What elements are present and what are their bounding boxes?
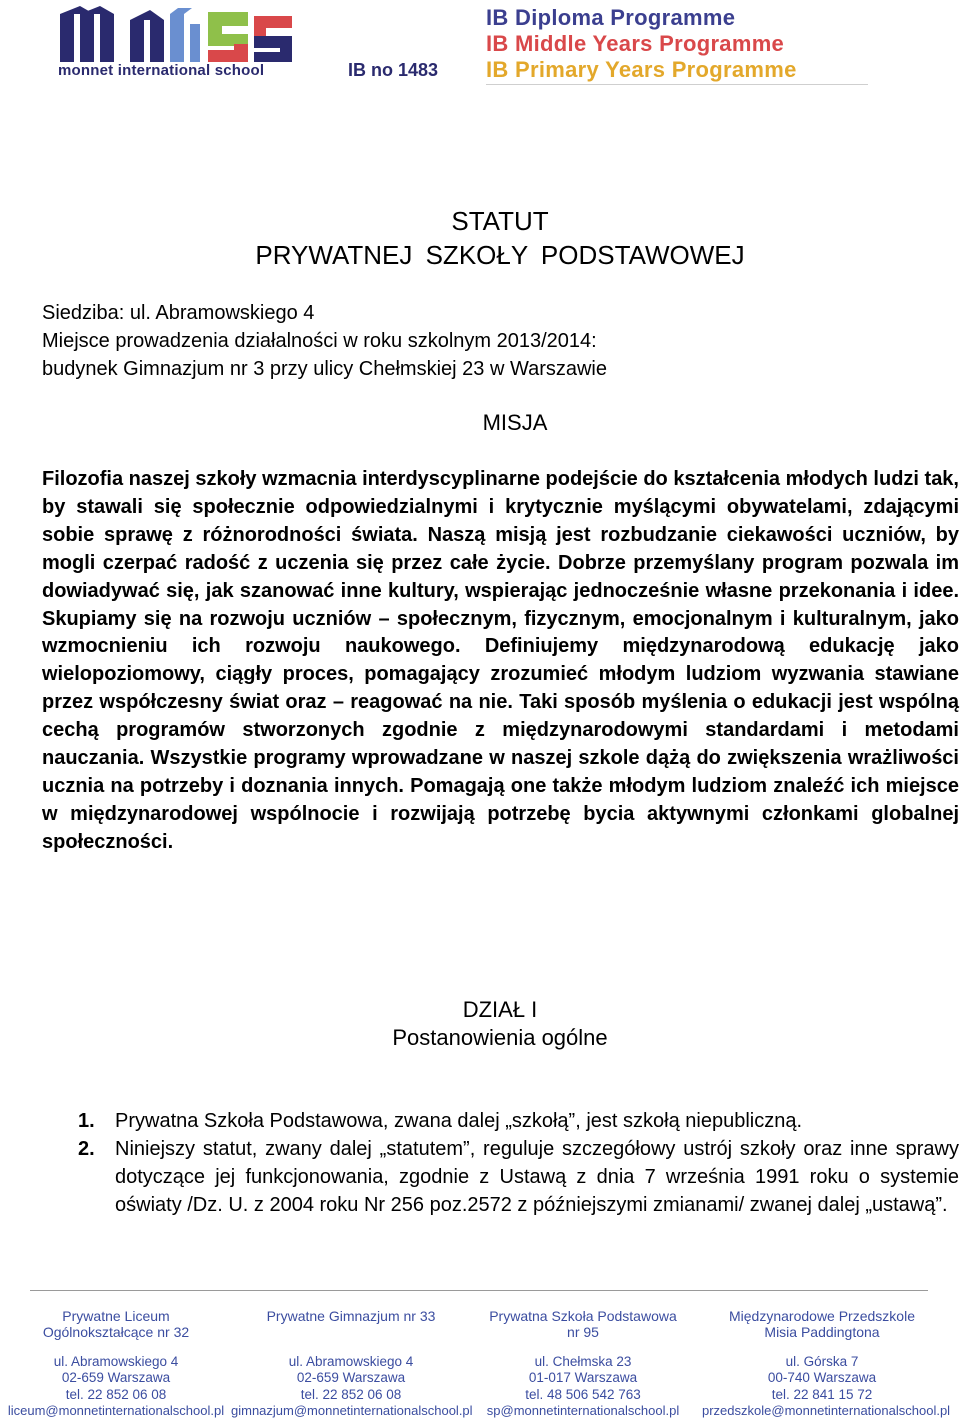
footer-school-name-2: nr 95 (567, 1324, 599, 1340)
provision-item (78, 1108, 959, 1136)
footer-street: ul. Górska 7 (785, 1354, 859, 1369)
page-header (0, 0, 960, 100)
footer-city: 02-659 Warszawa (296, 1370, 406, 1386)
footer-city: 00-740 Warszawa (767, 1370, 877, 1386)
section-heading (0, 996, 960, 1052)
provision-number: 1. (78, 1110, 95, 1132)
footer-column-przedszkole (702, 1308, 951, 1419)
provision-number: 2. (78, 1137, 95, 1160)
monnet-logo-icon (58, 6, 308, 64)
footer-street: ul. Abramowskiego 4 (53, 1354, 179, 1369)
footer-school-name: Prywatne Liceum (62, 1308, 170, 1324)
school-name: monnet international school (58, 62, 265, 79)
address-line-building: budynek Gimnazjum nr 3 przy ulicy Chełmskiej 23 w Warszawie (42, 358, 607, 380)
address-block (42, 299, 607, 383)
ib-number: IB no 1483 (348, 60, 439, 80)
section-provisions-list (78, 1108, 959, 1220)
footer-phone: tel. 22 841 15 72 (771, 1386, 873, 1402)
footer-column-liceum (0, 1308, 236, 1419)
footer-column-szkola-podstawowa (463, 1308, 703, 1419)
footer-city: 02-659 Warszawa (61, 1370, 171, 1386)
address-line-place: Miejsce prowadzenia działalności w roku szkolnym 2013/2014: (42, 330, 597, 352)
provision-item (78, 1136, 959, 1220)
title-line-1: STATUT (451, 206, 549, 236)
footer-street: ul. Abramowskiego 4 (288, 1354, 414, 1369)
footer-column-gimnazjum (231, 1308, 471, 1419)
footer-email-link[interactable]: przedszkole@monnetinternationalschool.pl (702, 1402, 951, 1418)
mission-heading: MISJA (482, 410, 548, 435)
footer-email-link[interactable]: gimnazjum@monnetinternationalschool.pl (231, 1402, 473, 1418)
document-title (0, 204, 960, 272)
footer-school-name: Prywatne Gimnazjum nr 33 (266, 1308, 436, 1324)
footer-phone: tel. 22 852 06 08 (65, 1386, 167, 1402)
footer-email-link[interactable]: liceum@monnetinternationalschool.pl (7, 1402, 225, 1418)
address-line-seat: Siedziba: ul. Abramowskiego 4 (42, 302, 315, 324)
provision-text: Niniejszy statut, zwany dalej „statutem”, reguluje szczegółowy ustrój szkoły oraz inne sprawy dotyczące jej funkcjonowania, zgodnie z Ustawą z dnia 7 września 1991 roku o systemie oświaty /Dz. U. z 2004 roku Nr 256 poz.2572 z późniejszymi zmianami/ zwanej dalej „ustawą”. (115, 1137, 959, 1216)
footer-school-name-2: Ogólnokształcące nr 32 (42, 1324, 190, 1340)
ib-middle-years-programme: IB Middle Years Programme (486, 31, 785, 56)
header-divider (486, 84, 868, 85)
ib-programmes (486, 5, 797, 83)
footer-city: 01-017 Warszawa (528, 1370, 638, 1386)
footer-email-link[interactable]: sp@monnetinternationalschool.pl (486, 1402, 680, 1418)
title-line-2: PRYWATNEJ SZKOŁY PODSTAWOWEJ (255, 240, 745, 270)
provision-text: Prywatna Szkoła Podstawowa, zwana dalej „szkołą”, jest szkołą niepubliczną. (115, 1110, 803, 1132)
mission-text: Filozofia naszej szkoły wzmacnia interdyscyplinarne podejście do kształcenia młodych ludzi tak, by stawali się społecznie odpowiedzialnymi i krytycznie myślącymi obywatelami, zdającymi sobie sprawę z różnorodności świata. Naszą misją jest rozbudzanie ciekawości uczniów, by mogli czerpać radość z uczenia się przez całe życie. Dobrze przemyślany program pozwala im dowiadywać się, jak szanować inne kultury, wspierając jednocześnie własne przekonania i idee. Skupiamy się na rozwoju uczniów – społecznym, fizycznym, emocjonalnym i kulturalnym, jako wzmocnieniu ich rozwoju naukowego. Definiujemy międzynarodową edukację jako wielopoziomowy, ciągły proces, pomagający zrozumieć młodym ludziom wyzwania stawiane przez współczesny świat oraz – reagować na nie. Taki sposób myślenia o edukacji jest wspólną cechą programów stworzonych zgodnie z międzynarodowymi standardami i metodami nauczania. Wszystkie programy wprowadzane w naszej szkole dążą do zwiększenia wrażliwości ucznia na potrzeby i doznania innych. Pomagają one także młodym ludziom znaleźć ich miejsce w międzynarodowej wspólnocie i rozwijają potrzebę bycia aktywnymi członkami globalnej społeczności. (42, 468, 959, 853)
ib-primary-years-programme: IB Primary Years Programme (486, 57, 797, 82)
footer-phone: tel. 22 852 06 08 (300, 1386, 402, 1402)
section-title: DZIAŁ I (462, 997, 538, 1022)
footer-school-name: Międzynarodowe Przedszkole (729, 1308, 915, 1324)
footer-school-name-2: Misia Paddingtona (764, 1324, 880, 1340)
page-footer (0, 1308, 960, 1422)
footer-phone: tel. 48 506 542 763 (525, 1386, 641, 1402)
ib-diploma-programme: IB Diploma Programme (486, 5, 736, 30)
section-subtitle: Postanowienia ogólne (392, 1025, 608, 1050)
footer-divider (30, 1290, 928, 1291)
footer-street: ul. Chełmska 23 (534, 1354, 632, 1369)
footer-school-name: Prywatna Szkoła Podstawowa (489, 1308, 677, 1324)
